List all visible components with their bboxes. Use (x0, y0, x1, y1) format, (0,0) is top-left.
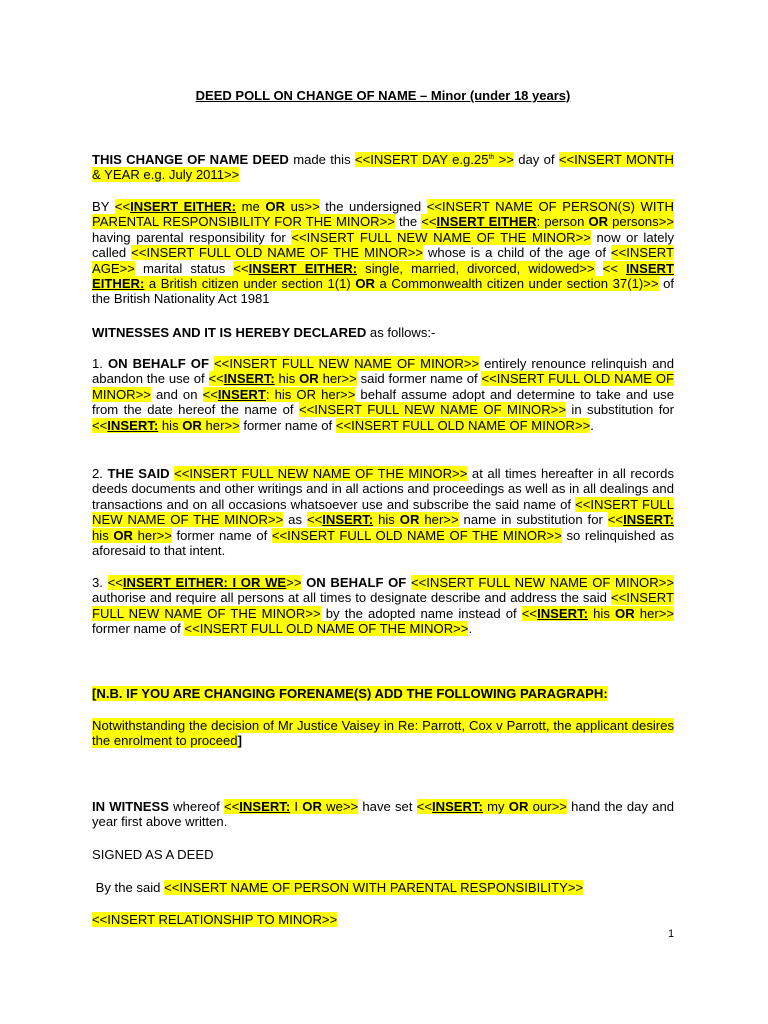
placeholder-citizenship: << INSERT EITHER: a British citizen under section 1(1) OR a Commonwealth citizen under section 37(1)>> (92, 260, 675, 292)
paragraph-clause-2: 2. THE SAID <<INSERT FULL NEW NAME OF THE MINOR>> at all times hereafter in all records deeds documents and other writings and in all actions and proceedings as well as in all dealings and transactions and on all occasions whatsoever use and subscribe the said name of <<INSERT FULL NEW NAME OF THE MINOR>> as <<INSERT: his OR her>> name in substitution for <<INSERT: his OR her>> former name of <<INSERT FULL OLD NAME OF THE MINOR>> so relinquished as aforesaid to that intent. (92, 466, 675, 559)
paragraph-clause-1: 1. ON BEHALF OF <<INSERT FULL NEW NAME OF MINOR>> entirely renounce relinquish and abandon the use of <<INSERT: his OR her>> said former name of <<INSERT FULL OLD NAME OF MINOR>> and on <<INSERT: his OR her>> behalf assume adopt and determine to take and use from the date hereof the name of <<INSERT FULL NEW NAME OF MINOR>> in substitution for <<INSERT: his OR her>> former name of <<INSERT FULL OLD NAME OF MINOR>>. (92, 356, 675, 433)
placeholder-his-her: <<INSERT: his OR her>> (202, 386, 356, 402)
placeholder-person-persons: <<INSERT EITHER: person OR persons>> (421, 214, 675, 230)
page-number: 1 (668, 928, 675, 940)
placeholder-new-name: <<INSERT FULL NEW NAME OF THE MINOR>> (174, 466, 468, 481)
placeholder-my-our: <<INSERT: my OR our>> (416, 799, 567, 814)
placeholder-new-name: <<INSERT FULL NEW NAME OF MINOR>> (298, 402, 566, 418)
paragraph-deed-date: THIS CHANGE OF NAME DEED made this <<INSERT DAY e.g.25th >> day of <<INSERT MONTH & YEAR e.g. July 2011>> (92, 152, 674, 183)
placeholder-new-name: <<INSERT FULL NEW NAME OF THE MINOR>> (291, 229, 591, 245)
document-title: DEED POLL ON CHANGE OF NAME – Minor (under 18 years) (195, 88, 571, 103)
placeholder-age: <<INSERT AGE>> (92, 245, 674, 276)
placeholder-his-her: <<INSERT: his OR her>> (208, 371, 357, 387)
placeholder-new-name: <<INSERT FULL NEW NAME OF THE MINOR>> (92, 496, 674, 528)
nb-note: [N.B. IF YOU ARE CHANGING FORENAME(S) ADD THE FOLLOWING PARAGRAPH: (92, 686, 608, 701)
paragraph-clause-3: 3. <<INSERT EITHER: I OR WE>> ON BEHALF OF <<INSERT FULL NEW NAME OF MINOR>> authorise and require all persons at all times to designate describe and address the said <<INSERT FULL NEW NAME OF THE MINOR>> by the adopted name instead of <<INSERT: his OR her>> former name of <<INSERT FULL OLD NAME OF THE MINOR>>. (92, 575, 675, 637)
placeholder-i-we: <<INSERT EITHER: I OR WE>> (107, 575, 302, 590)
signed-as-deed: SIGNED AS A DEED (92, 847, 214, 862)
placeholder-relationship: <<INSERT RELATIONSHIP TO MINOR>> (92, 912, 338, 927)
placeholder-new-name: <<INSERT FULL NEW NAME OF MINOR>> (214, 356, 480, 371)
paragraph-by: BY <<INSERT EITHER: me OR us>> the undersigned <<INSERT NAME OF PERSON(S) WITH PARENTAL RESPONSIBILITY FOR THE MINOR>> the <<INSERT EITHER: person OR persons>> having parental responsibility for <<INSERT FULL NEW NAME OF THE MINOR>> now or lately called <<INSERT FULL OLD NAME OF THE MINOR>> whose is a child of the age of <<INSERT AGE>> marital status <<INSERT EITHER: single, married, divorced, widowed>> << INSERT EITHER: a British citizen under section 1(1) OR a Commonwealth citizen under section 37(1)>> of the British Nationality Act 1981 (92, 199, 675, 307)
placeholder-parent-name: <<INSERT NAME OF PERSON WITH PARENTAL RESPONSIBILITY>> (164, 880, 584, 895)
placeholder-new-name: <<INSERT FULL NEW NAME OF THE MINOR>> (92, 590, 674, 621)
placeholder-old-name: <<INSERT FULL OLD NAME OF MINOR>> (92, 371, 675, 402)
placeholder-marital-status: <<INSERT EITHER: single, married, divorced, widowed>> (233, 260, 595, 276)
placeholder-old-name: <<INSERT FULL OLD NAME OF THE MINOR>> (271, 527, 562, 543)
bold-text: THIS CHANGE OF NAME DEED (92, 152, 289, 167)
paragraph-witnesses: WITNESSES AND IT IS HEREBY DECLARED as follows:- (92, 325, 436, 340)
placeholder-me-us: <<INSERT EITHER: me OR us>> (114, 199, 320, 214)
placeholder-his-her: <<INSERT: his OR her>> (92, 417, 240, 433)
placeholder-old-name: <<INSERT FULL OLD NAME OF THE MINOR>> (131, 245, 424, 261)
placeholder-new-name: <<INSERT FULL NEW NAME OF MINOR>> (410, 575, 674, 590)
placeholder-old-name: <<INSERT FULL OLD NAME OF THE MINOR>> (184, 621, 469, 637)
placeholder-old-name: <<INSERT FULL OLD NAME OF MINOR>> (335, 417, 591, 433)
placeholder-i-we: <<INSERT: I OR we>> (223, 799, 359, 814)
placeholder-his-her: <<INSERT: his OR her>> (92, 512, 675, 543)
paragraph-in-witness: IN WITNESS whereof <<INSERT: I OR we>> have set <<INSERT: my OR our>> hand the day and year first above written. (92, 799, 675, 830)
placeholder-parent-name: <<INSERT NAME OF PERSON(S) WITH PARENTAL RESPONSIBILITY FOR THE MINOR>> (92, 199, 674, 230)
placeholder-month-year: <<INSERT MONTH & YEAR e.g. July 2011>> (92, 152, 674, 183)
placeholder-day: <<INSERT DAY e.g.25th >> (354, 152, 514, 167)
placeholder-his-her: <<INSERT: his OR her>> (306, 512, 459, 528)
placeholder-his-her: <<INSERT: his OR her>> (521, 605, 675, 621)
paragraph-by-the-said: By the said <<INSERT NAME OF PERSON WITH PARENTAL RESPONSIBILITY>> (92, 880, 584, 895)
paragraph-forename-note: Notwithstanding the decision of Mr Justice Vaisey in Re: Parrott, Cox v Parrott, the applicant desires the enrolment to proceed] (92, 718, 674, 749)
relationship-line (92, 912, 674, 927)
